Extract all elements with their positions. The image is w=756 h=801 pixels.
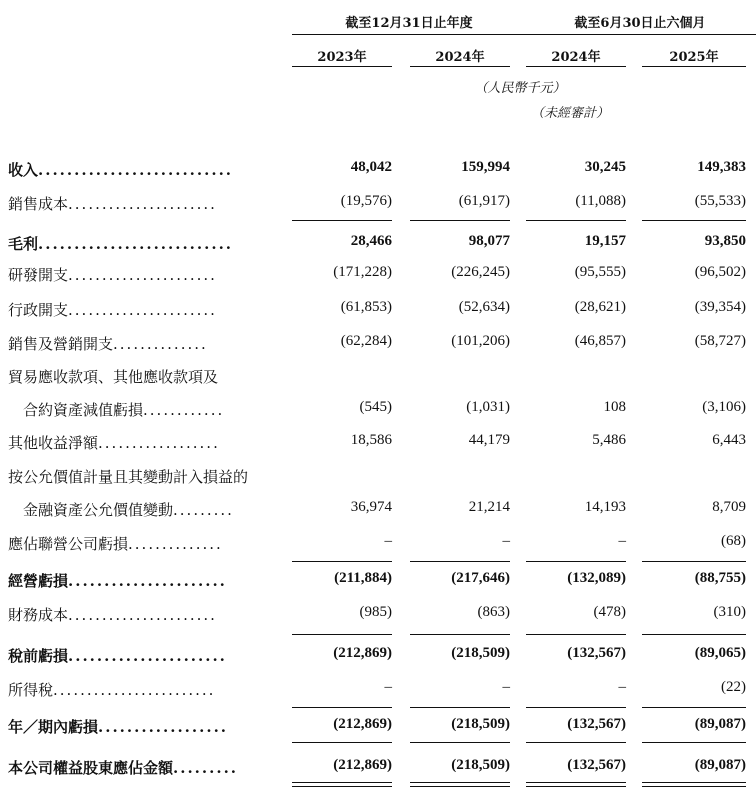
cell-value: (132,567) (567, 716, 626, 732)
row-label-text: 研發開支 (8, 266, 69, 284)
cell-value: (96,502) (694, 264, 746, 280)
subtotal-rule (642, 634, 746, 635)
subtotal-rule (292, 220, 392, 221)
row-label (8, 264, 217, 285)
cell-value: 36,974 (350, 499, 392, 515)
subtotal-rule (642, 220, 746, 221)
cell-value: 5,486 (592, 432, 626, 448)
total-double-rule (526, 786, 626, 787)
cell-value: (39,354) (694, 299, 746, 315)
row-label-text: 應佔聯營公司虧損 (8, 535, 129, 553)
row-label (8, 499, 234, 520)
row-label (8, 604, 217, 625)
subtotal-rule (526, 707, 626, 708)
header-col-2024-rule (410, 66, 510, 67)
cell-value: 48,042 (350, 159, 392, 175)
total-double-rule (642, 782, 746, 783)
leader-dots: ........................... (38, 161, 234, 179)
row-label-text: 毛利 (8, 235, 39, 253)
header-col-2024-h1: 2024年 (551, 50, 601, 65)
row-label-text: 銷售成本 (8, 195, 69, 213)
cell-value: (132,567) (567, 645, 626, 661)
header-group-halfyear: 截至6月30日止六個月 (574, 16, 706, 31)
subtotal-rule (292, 707, 392, 708)
row-label (8, 757, 238, 778)
header-col-2023-rule (292, 66, 392, 67)
cell-value: – (384, 533, 392, 549)
row-label-text: 其他收益淨額 (8, 434, 99, 452)
cell-value: 44,179 (468, 432, 510, 448)
subtotal-rule (642, 561, 746, 562)
total-double-rule (292, 786, 392, 787)
subtotal-rule (292, 634, 392, 635)
leader-dots: ...................... (68, 301, 217, 319)
leader-dots: .............. (128, 535, 223, 553)
cell-value: 149,383 (697, 159, 746, 175)
unaudited-note: （未經審計） (530, 106, 609, 121)
row-label-text: 本公司權益股東應佔金額 (8, 759, 174, 777)
row-label-text: 合約資產減值虧損 (8, 401, 144, 419)
leader-dots: ........................... (38, 235, 234, 253)
cell-value: 19,157 (584, 233, 626, 249)
row-label-text: 貿易應收款項、其他應收款項及 (8, 368, 219, 386)
subtotal-rule (526, 742, 626, 743)
header-col-2023: 2023年 (317, 50, 367, 65)
row-label (8, 159, 233, 180)
cell-value: (89,065) (694, 645, 746, 661)
row-label (8, 466, 248, 487)
row-label (8, 366, 218, 387)
cell-value: (211,884) (334, 570, 392, 586)
subtotal-rule (642, 742, 746, 743)
total-double-rule (292, 782, 392, 783)
subtotal-rule (410, 742, 510, 743)
cell-value: (1,031) (466, 399, 510, 415)
leader-dots: .................. (98, 434, 220, 452)
cell-value: (58,727) (694, 333, 746, 349)
cell-value: (52,634) (458, 299, 510, 315)
cell-value: (55,533) (694, 193, 746, 209)
subtotal-rule (410, 561, 510, 562)
cell-value: (218,509) (451, 716, 510, 732)
subtotal-rule (410, 634, 510, 635)
row-label-text: 稅前虧損 (8, 647, 69, 665)
cell-value: (478) (593, 604, 626, 620)
leader-dots: .............. (113, 335, 208, 353)
cell-value: (218,509) (451, 645, 510, 661)
leader-dots: ......... (173, 501, 234, 519)
row-label (8, 533, 223, 554)
row-label-text: 年／期內虧損 (8, 718, 99, 736)
cell-value: (95,555) (574, 264, 626, 280)
cell-value: – (618, 533, 626, 549)
row-label (8, 233, 233, 254)
cell-value: 30,245 (584, 159, 626, 175)
cell-value: – (618, 679, 626, 695)
total-double-rule (410, 782, 510, 783)
cell-value: 8,709 (712, 499, 746, 515)
subtotal-rule (410, 220, 510, 221)
cell-value: (28,621) (574, 299, 626, 315)
row-label-text: 行政開支 (8, 301, 69, 319)
header-col-2025-h1-rule (642, 66, 746, 67)
cell-value: (310) (713, 604, 746, 620)
cell-value: 18,586 (350, 432, 392, 448)
cell-value: (22) (721, 679, 746, 695)
row-label-text: 金融資產公允價值變動 (8, 501, 174, 519)
row-label-text: 銷售及營銷開支 (8, 335, 114, 353)
leader-dots: ...................... (68, 572, 227, 590)
total-double-rule (642, 786, 746, 787)
header-col-2024: 2024年 (435, 50, 485, 65)
cell-value: (132,089) (567, 570, 626, 586)
cell-value: (217,646) (451, 570, 510, 586)
cell-value: 28,466 (350, 233, 392, 249)
leader-dots: ...................... (68, 266, 217, 284)
row-label (8, 679, 215, 700)
row-label-text: 所得稅 (8, 681, 54, 699)
cell-value: (212,869) (333, 716, 392, 732)
cell-value: 21,214 (468, 499, 510, 515)
cell-value: (545) (359, 399, 392, 415)
subtotal-rule (410, 707, 510, 708)
cell-value: (62,284) (340, 333, 392, 349)
cell-value: (132,567) (567, 757, 626, 773)
row-label (8, 193, 217, 214)
row-label-text: 按公允價值計量且其變動計入損益的 (8, 468, 249, 486)
total-double-rule (410, 786, 510, 787)
cell-value: (11,088) (575, 193, 626, 209)
cell-value: (218,509) (451, 757, 510, 773)
cell-value: (88,755) (694, 570, 746, 586)
cell-value: (46,857) (574, 333, 626, 349)
cell-value: (3,106) (702, 399, 746, 415)
leader-dots: ...................... (68, 606, 217, 624)
leader-dots: ......... (173, 759, 239, 777)
leader-dots: ...................... (68, 195, 217, 213)
cell-value: (863) (477, 604, 510, 620)
leader-dots: ............ (143, 401, 225, 419)
header-group-year-rule (292, 34, 526, 35)
unit-note: （人民幣千元） (474, 81, 566, 96)
leader-dots: ...................... (68, 647, 227, 665)
cell-value: – (502, 533, 510, 549)
subtotal-rule (642, 707, 746, 708)
header-col-2025-h1: 2025年 (669, 50, 719, 65)
cell-value: – (502, 679, 510, 695)
cell-value: 108 (603, 399, 626, 415)
cell-value: 98,077 (468, 233, 510, 249)
row-label (8, 399, 224, 420)
cell-value: (89,087) (694, 716, 746, 732)
subtotal-rule (292, 561, 392, 562)
cell-value: (19,576) (340, 193, 392, 209)
cell-value: (89,087) (694, 757, 746, 773)
row-label (8, 645, 227, 666)
cell-value: (226,245) (451, 264, 510, 280)
leader-dots: ........................ (53, 681, 216, 699)
cell-value: (171,228) (333, 264, 392, 280)
subtotal-rule (526, 220, 626, 221)
row-label-text: 財務成本 (8, 606, 69, 624)
row-label-text: 收入 (8, 161, 39, 179)
cell-value: 14,193 (584, 499, 626, 515)
header-group-halfyear-rule (524, 34, 756, 35)
subtotal-rule (292, 742, 392, 743)
row-label (8, 299, 217, 320)
cell-value: 159,994 (461, 159, 510, 175)
cell-value: (68) (721, 533, 746, 549)
row-label (8, 432, 220, 453)
subtotal-rule (526, 634, 626, 635)
cell-value: 6,443 (712, 432, 746, 448)
header-col-2024-h1-rule (526, 66, 626, 67)
cell-value: (212,869) (333, 645, 392, 661)
row-label (8, 333, 208, 354)
cell-value: (101,206) (451, 333, 510, 349)
row-label-text: 經營虧損 (8, 572, 69, 590)
cell-value: – (384, 679, 392, 695)
cell-value: (985) (359, 604, 392, 620)
header-group-year: 截至12月31日止年度 (345, 16, 473, 31)
cell-value: (212,869) (333, 757, 392, 773)
row-label (8, 570, 227, 591)
row-label (8, 716, 228, 737)
leader-dots: .................. (98, 718, 229, 736)
total-double-rule (526, 782, 626, 783)
cell-value: (61,853) (340, 299, 392, 315)
cell-value: 93,850 (704, 233, 746, 249)
subtotal-rule (526, 561, 626, 562)
cell-value: (61,917) (458, 193, 510, 209)
